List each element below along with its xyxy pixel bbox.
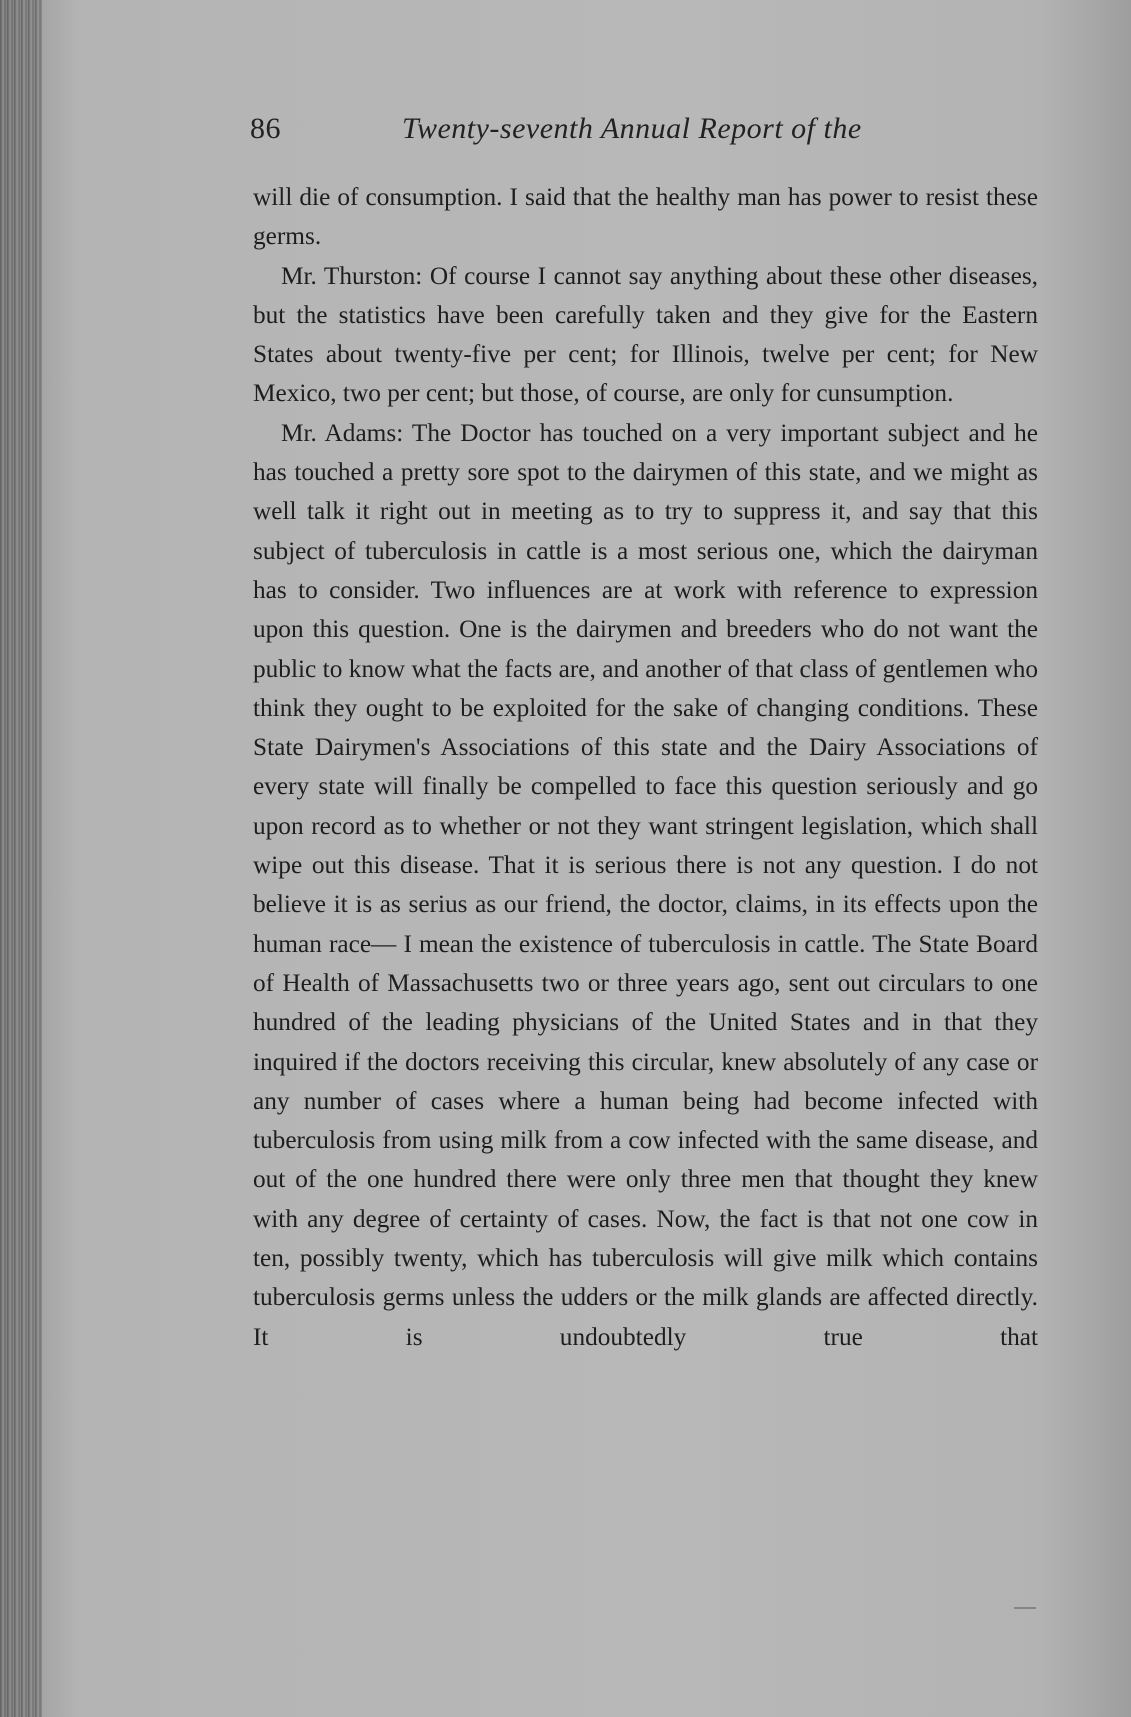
printer-mark: [1014, 1607, 1036, 1609]
paragraph-thurston: Mr. Thurston: Of course I cannot say anything about these other diseases, but the statistics have been carefully taken and they give for the Eastern States about twenty-five per cent; for Illinois, twelve per cent; for New Mexico, two per cent; but those, of course, are only for cunsumption.: [253, 261, 1038, 408]
running-head: [250, 112, 1040, 156]
page-number: 86: [250, 112, 281, 145]
running-title: Twenty-seventh Annual Report of the: [402, 112, 862, 145]
paragraph-continuation: will die of consumption. I said that the healthy man has power to resist these germs.: [253, 183, 1038, 251]
body-text: [253, 178, 1038, 1357]
paragraph-adams: Mr. Adams: The Doctor has touched on a very important subject and he has touched a pretty sore spot to the dairymen of this state, and we might as well talk it right out in meeting as to try to suppress it, and say that this subject of tuberculosis in cattle is a most serious one, which the dairyman has to consider. Two influences are at work with reference to expression upon this question. One is the dairymen and breeders who do not want the public to know what the facts are, and another of that class of gentlemen who think they ought to be exploited for the sake of changing conditions. These State Dairymen's Associations of this state and the Dairy Associations of every state will finally be compelled to face this question seriously and go upon record as to whether or not they want stringent legislation, which shall wipe out this disease. That it is serious there is not any question. I do not believe it is as serius as our friend, the doctor, claims, in its effects upon the human race— I mean the existence of tuberculosis in cattle. The State Board of Health of Massachusetts two or three years ago, sent out circulars to one hundred of the leading physicians of the United States and in that they inquired if the doctors receiving this circular, knew absolutely of any case or any number of cases where a human being had become infected with tuberculosis from using milk from a cow infected with the same disease, and out of the one hundred there were only three men that thought they knew with any degree of certainty of cases. Now, the fact is that not one cow in ten, possibly twenty, which has tuberculosis will give milk which contains tuberculosis germs unless the udders or the milk glands are affected directly. It is undoubtedly true that: [253, 418, 1038, 1351]
book-spine-shadow: [0, 0, 42, 1717]
